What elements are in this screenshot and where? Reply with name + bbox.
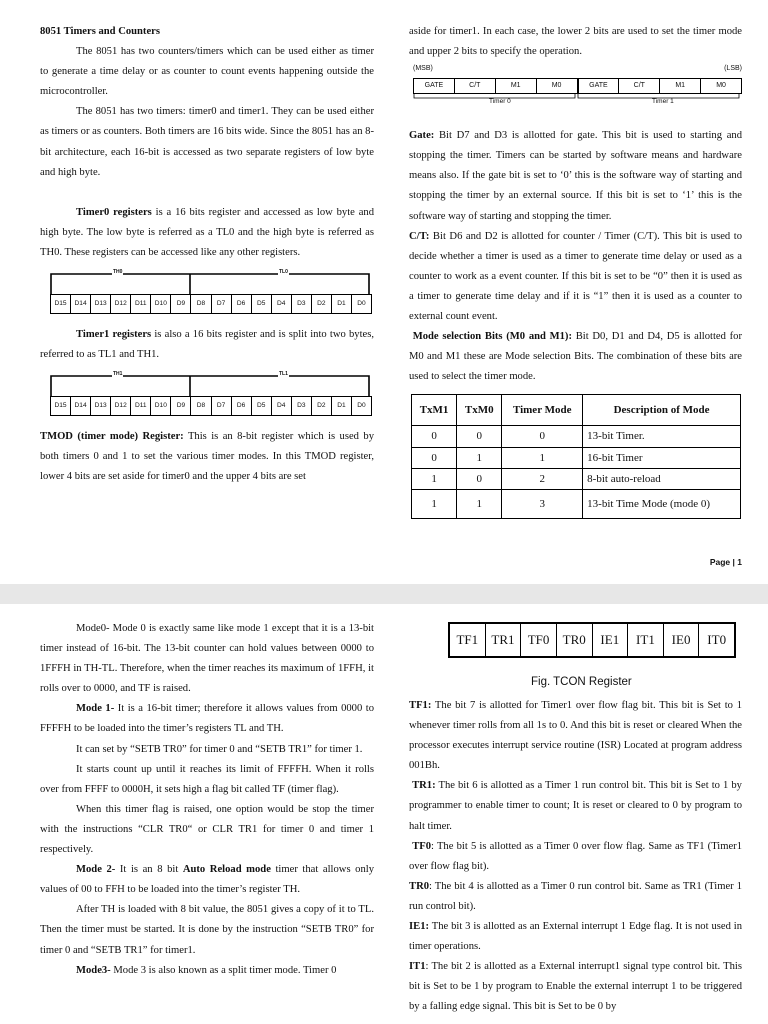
paragraph-intro: The 8051 has two counters/timers which can be used either as timer to generate a time delay or as counter to count events happening outside the microcontroller. bbox=[40, 46, 374, 98]
bit-cell: D2 bbox=[312, 295, 332, 313]
bit-cell: D12 bbox=[111, 295, 131, 313]
bit-cell: D9 bbox=[171, 397, 191, 415]
bit-cell: D2 bbox=[312, 397, 332, 415]
paragraph-two-timers: The 8051 has two timers: timer0 and timer1. They can be used either as timers or as counters. Both timers are 16 bits wide. Since the 8051 has an 8-bit architecture, each 16-bit is accessed as two separate registers of low byte and high byte. bbox=[40, 106, 374, 178]
tmod-cell: C/T bbox=[455, 79, 496, 93]
paragraph-timer0 bbox=[40, 203, 374, 263]
bit-cell: D10 bbox=[151, 397, 171, 415]
tmod-cell: GATE bbox=[579, 79, 620, 93]
paragraph-mode2 bbox=[40, 860, 374, 900]
bit-cell: D1 bbox=[332, 397, 352, 415]
tcon-register-diagram bbox=[448, 622, 736, 658]
ie1-text: The bit 3 is allotted as an External interrupt 1 Edge flag. It is not used in timer operations. bbox=[409, 921, 742, 953]
lsb-label: (LSB) bbox=[724, 65, 742, 73]
table-row bbox=[412, 489, 741, 518]
timer-mode-table bbox=[411, 394, 741, 518]
page-number: Page | 1 bbox=[709, 557, 742, 567]
bit-cell: D10 bbox=[151, 295, 171, 313]
page-2 bbox=[0, 604, 768, 1024]
paragraph-mode-select bbox=[409, 327, 742, 387]
timer1-label: Timer 1 bbox=[652, 98, 674, 106]
mode1-term: Mode 1- bbox=[76, 703, 115, 715]
bit-cell: D1 bbox=[332, 295, 352, 313]
tmod-cell: M0 bbox=[716, 82, 726, 90]
bit-cell: D5 bbox=[252, 397, 272, 415]
bit-cell: D9 bbox=[171, 295, 191, 313]
bit-cell: D14 bbox=[71, 295, 91, 313]
table-cell: 3 bbox=[502, 489, 583, 518]
bit-cell: D11 bbox=[131, 397, 151, 415]
table-row bbox=[412, 468, 741, 489]
tf0-text: : The bit 5 is allotted as a Timer 0 over flow flag. Same as TF1 (Timer1 over flow flag bit). bbox=[409, 840, 742, 872]
bit-cell: D7 bbox=[212, 397, 232, 415]
tmod-text: This is an 8-bit register which is used by both timers 0 and 1 to set the various timer modes. In this TMOD register, lower 4 bits are set aside for timer0 and the upper 4 bits are set bbox=[40, 431, 374, 483]
table-cell: 1 bbox=[457, 447, 502, 468]
paragraph-ie1 bbox=[409, 917, 742, 957]
timer0-register-diagram bbox=[50, 269, 372, 321]
tcon-cell: TR1 bbox=[486, 624, 522, 656]
timer1-bits bbox=[50, 396, 372, 416]
tmod-register-diagram bbox=[409, 64, 742, 122]
tcon-cell: TF1 bbox=[450, 624, 486, 656]
bit-cell: D11 bbox=[131, 295, 151, 313]
th0-label: TH0 bbox=[113, 269, 123, 276]
table-header-row bbox=[412, 395, 741, 426]
page2-left-column bbox=[40, 619, 374, 981]
table-cell: 2 bbox=[502, 468, 583, 489]
timer0-label: Timer 0 bbox=[489, 98, 511, 106]
table-cell: 0 bbox=[412, 426, 457, 447]
tcon-cell: TR0 bbox=[557, 624, 593, 656]
table-cell: 1 bbox=[457, 489, 502, 518]
tr1-term: TR1: bbox=[412, 780, 436, 792]
paragraph-mode1 bbox=[40, 699, 374, 739]
bit-cell: D15 bbox=[51, 397, 71, 415]
table-row bbox=[412, 447, 741, 468]
table-cell: 1 bbox=[412, 489, 457, 518]
table-cell: 13-bit Time Mode (mode 0) bbox=[583, 489, 741, 518]
table-header: Timer Mode bbox=[502, 395, 583, 426]
bit-cell: D12 bbox=[111, 397, 131, 415]
bit-cell: D3 bbox=[292, 295, 312, 313]
tmod-cell: C/T bbox=[619, 79, 660, 93]
bit-cell: D15 bbox=[51, 295, 71, 313]
ct-term: C/T: bbox=[409, 230, 430, 242]
tr0-term: TR0 bbox=[409, 880, 430, 892]
mode3-text: Mode 3 is also known as a split timer mode. Timer 0 bbox=[110, 964, 337, 976]
ct-text: Bit D6 and D2 is allotted for counter / Timer (C/T). This bit is used to decide whether a timer is used as a timer to generate time delay or used as a counter to work as a event counter. If this bit is set to be “0” then it is used as a timer to generate time delay and if it is “1” then it is used as a counter to external count event. bbox=[409, 230, 742, 323]
table-cell: 13-bit Timer. bbox=[583, 426, 741, 447]
ie1-term: IE1: bbox=[409, 921, 430, 933]
timer1-register-diagram bbox=[50, 371, 372, 423]
mode2-term: Mode 2- bbox=[76, 864, 116, 876]
bit-cell: D8 bbox=[191, 295, 211, 313]
page-separator bbox=[0, 584, 768, 604]
table-cell: 0 bbox=[502, 426, 583, 447]
timer1-term: Timer1 registers bbox=[76, 329, 152, 341]
th1-label: TH1 bbox=[113, 371, 123, 378]
tr0-text: : The bit 4 is allotted as a Timer 0 run control bit. Same as TR1 (Timer 1 run control bit). bbox=[409, 880, 742, 912]
table-cell: 0 bbox=[412, 447, 457, 468]
paragraph-tf1 bbox=[409, 696, 742, 776]
tcon-bits bbox=[448, 622, 736, 658]
timer0-term: Timer0 registers bbox=[76, 206, 152, 218]
tmod-cell: M1 bbox=[660, 79, 701, 93]
paragraph-mode0 bbox=[40, 619, 374, 699]
tl0-label: TL0 bbox=[279, 269, 288, 276]
tcon-cell: IE0 bbox=[664, 624, 700, 656]
tmod-term: TMOD (timer mode) Register: bbox=[40, 431, 184, 443]
table-cell: 16-bit Timer bbox=[583, 447, 741, 468]
bit-cell: D0 bbox=[357, 300, 366, 308]
mode0-text: Mode 0 is exactly same like mode 1 except that it is a 13-bit timer instead of 16-bit. The 13-bit counter can hold values between 0000 to 1FFFH in TH-TL. Therefore, when the timer reaches its maximum of 1FFH, it rolls over to 0000, and TF is raised. bbox=[40, 623, 374, 695]
mode3-term: Mode3- bbox=[76, 964, 111, 976]
tcon-cell: IT1 bbox=[628, 624, 664, 656]
tf0-term: TF0 bbox=[412, 840, 432, 852]
tmod-bits bbox=[413, 78, 742, 94]
tf1-text: The bit 7 is allotted for Timer1 over flow flag bit. This bit is Set to 1 whenever timer rolls from all 1s to 0. And this bit is reset or cleared When the processor executes interrupt service routine (ISR) Located at program address 001Bh. bbox=[409, 700, 742, 772]
tmod-timer-brackets bbox=[413, 94, 740, 102]
paragraph-tf0 bbox=[409, 837, 742, 877]
bit-cell: D8 bbox=[191, 397, 211, 415]
tmod-cell: M1 bbox=[496, 79, 537, 93]
it1-text: : The bit 2 is allotted as a External interrupt1 signal type control bit. This bit is Set to be 1 by program to Enable the external interrupt 1 to be triggered by a falling edge signal. This bit is Set to be 0 by bbox=[409, 961, 742, 1013]
bit-cell: D7 bbox=[212, 295, 232, 313]
mode-select-text: Bit D0, D1 and D4, D5 is allotted for M0 and M1 these are Mode selection Bits. The combination of these bits are used to select the timer mode. bbox=[409, 331, 742, 383]
it1-term: IT1 bbox=[409, 961, 426, 973]
bit-cell: D0 bbox=[357, 402, 366, 410]
timer1-bracket bbox=[50, 371, 372, 397]
msb-label: (MSB) bbox=[413, 65, 433, 73]
paragraph-flag: When this timer flag is raised, one option would be stop the timer with the instructions “CLR TR0“ or CLR TR1 for timer 0 and timer 1 respectively. bbox=[40, 803, 374, 856]
tmod-cell: M0 bbox=[537, 79, 579, 93]
page1-right-column bbox=[409, 22, 742, 519]
paragraph-count: It starts count up until it reaches its limit of FFFFH. When it rolls over from FFFF to 0000H, it sets high a flag bit called TF (timer flag). bbox=[40, 763, 374, 795]
gate-text: Bit D7 and D3 is allotted for gate. This bit is used to starting and stopping the timer. Timers can be started by software means and hardware means also. If the gate bit is set to ‘0’ this is the software way of starting and stopping the timer by an external source. If this bit is set to ‘1’ this is the software way of starting and stopping the timer. bbox=[409, 130, 742, 222]
mode2-text: timer that allows only values of 00 to FFH to be loaded into the timer’s register TH. bbox=[40, 864, 374, 896]
timer0-bracket bbox=[50, 269, 372, 295]
bit-cell: D6 bbox=[232, 397, 252, 415]
tl1-label: TL1 bbox=[279, 371, 288, 378]
table-header: Description of Mode bbox=[583, 395, 741, 426]
timer0-bits bbox=[50, 294, 372, 314]
gate-term: Gate: bbox=[409, 130, 435, 142]
bit-cell: D14 bbox=[71, 397, 91, 415]
table-cell: 8-bit auto-reload bbox=[583, 468, 741, 489]
timer0-text: is a 16 bits register and accessed as low byte and high byte. The low byte is referred as a TL0 and the high byte is referred as TH0. These registers can be accessed like any other registers. bbox=[40, 206, 374, 258]
mode0-term: Mode0- bbox=[76, 623, 110, 634]
paragraph-tmod-cont: aside for timer1. In each case, the lower 2 bits are used to set the timer mode and upper 2 bits to specify the operation. bbox=[409, 26, 742, 58]
auto-reload-term: Auto Reload mode bbox=[182, 864, 271, 876]
table-cell: 1 bbox=[412, 468, 457, 489]
tmod-cell: GATE bbox=[414, 79, 455, 93]
bit-cell: D13 bbox=[91, 295, 111, 313]
page1-left-column bbox=[40, 22, 374, 488]
mode1-text: It is a 16-bit timer; therefore it allows values from 0000 to FFFFH to be loaded into the timer’s registers TL and TH. bbox=[40, 703, 374, 735]
paragraph-tr1 bbox=[409, 776, 742, 836]
tcon-cell: IT0 bbox=[707, 632, 727, 647]
table-row bbox=[412, 426, 741, 447]
paragraph-ct bbox=[409, 227, 742, 327]
mode2-mid: It is an 8 bit bbox=[115, 864, 183, 876]
table-cell: 0 bbox=[457, 426, 502, 447]
bit-cell: D6 bbox=[232, 295, 252, 313]
tcon-cell: IE1 bbox=[593, 624, 629, 656]
section-title: 8051 Timers and Counters bbox=[40, 26, 160, 37]
tr1-text: The bit 6 is allotted as a Timer 1 run control bit. This bit is Set to 1 by programmer to enable timer to count; It is reset or cleared to 0 by program to halt timer. bbox=[409, 780, 742, 832]
bit-cell: D3 bbox=[292, 397, 312, 415]
page2-right-column bbox=[409, 696, 742, 1018]
paragraph-tr0 bbox=[409, 877, 742, 917]
tcon-cell: TF0 bbox=[521, 624, 557, 656]
table-header: TxM1 bbox=[412, 395, 457, 426]
bit-cell: D4 bbox=[272, 295, 292, 313]
paragraph-timer1 bbox=[40, 325, 374, 365]
paragraph-after: After TH is loaded with 8 bit value, the 8051 gives a copy of it to TL. Then the timer must be started. It is done by the instruction “SETB TR0” for timer 0 and “SETB TR1” for timer1. bbox=[40, 904, 374, 956]
tf1-term: TF1: bbox=[409, 700, 432, 711]
bit-cell: D4 bbox=[272, 397, 292, 415]
paragraph-tmod bbox=[40, 427, 374, 487]
timer1-text: is also a 16 bits register and is split into two bytes, referred to as TL1 and TH1. bbox=[40, 329, 374, 361]
paragraph-gate bbox=[409, 126, 742, 226]
paragraph-set: It can set by “SETB TR0” for timer 0 and “SETB TR1” for timer 1. bbox=[76, 743, 363, 755]
paragraph-mode3 bbox=[40, 961, 374, 981]
table-cell: 1 bbox=[502, 447, 583, 468]
mode-select-term: Mode selection Bits (M0 and M1): bbox=[412, 331, 572, 343]
bit-cell: D13 bbox=[91, 397, 111, 415]
bit-cell: D5 bbox=[252, 295, 272, 313]
table-header: TxM0 bbox=[457, 395, 502, 426]
paragraph-it1 bbox=[409, 957, 742, 1017]
table-cell: 0 bbox=[457, 468, 502, 489]
tcon-caption: Fig. TCON Register bbox=[531, 676, 632, 688]
